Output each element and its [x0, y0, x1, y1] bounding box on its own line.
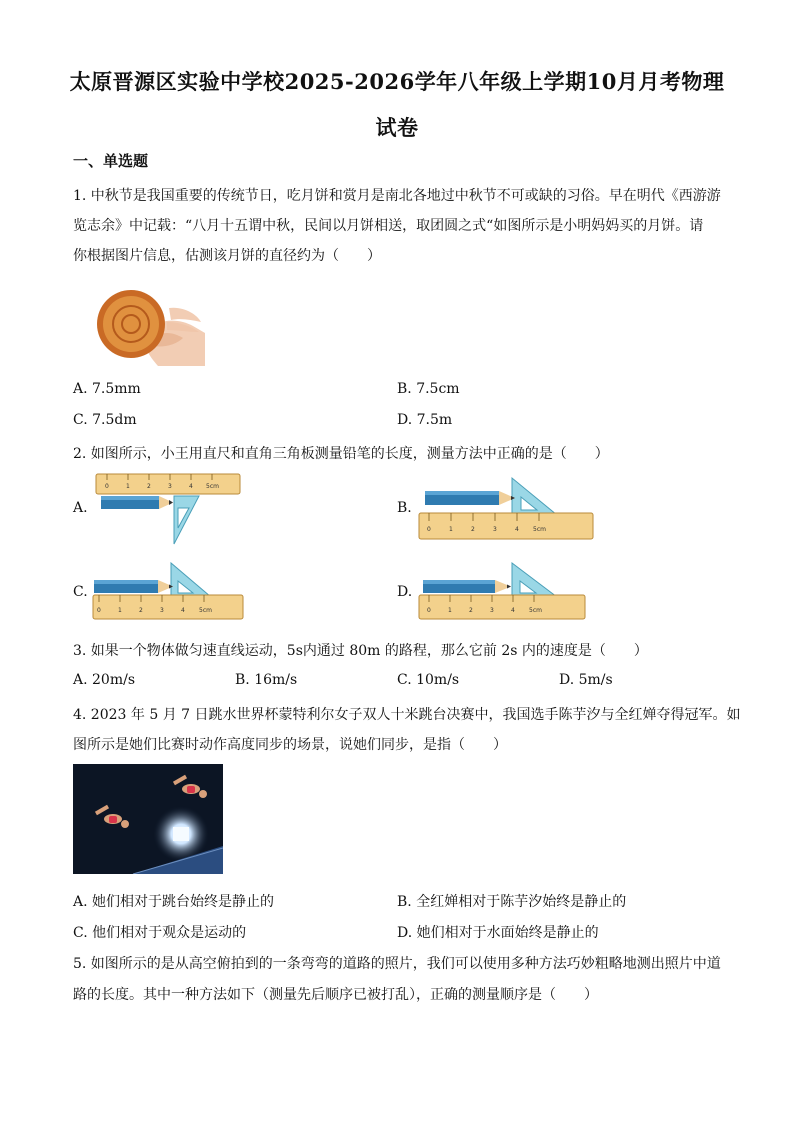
ruler-a-label-0: 0 [105, 483, 109, 490]
q2-figure-a [93, 470, 245, 546]
q5-line1: 5. 如图所示的是从高空俯拍到的一条弯弯的道路的照片，我们可以使用多种方法巧妙粗略地测出照片中道 [73, 956, 721, 972]
ruler-d-label-3: 3 [490, 607, 494, 614]
q3-option-a[interactable]: A. 20m/s [73, 672, 136, 688]
ruler-a-label-5: 5cm [206, 483, 219, 490]
q2-figure-c [91, 560, 247, 622]
ruler-a-label-3: 3 [168, 483, 172, 490]
diving-photo [73, 764, 223, 874]
q2-line: 2. 如图所示，小王用直尺和直角三角板测量铅笔的长度，测量方法中正确的是（ ） [73, 446, 609, 462]
ruler-c-label-0: 0 [97, 607, 101, 614]
q1-option-d[interactable]: D. 7.5m [397, 412, 453, 428]
ruler-d-label-4: 4 [511, 607, 515, 614]
ruler-d-label-0: 0 [427, 607, 431, 614]
q3-line: 3. 如果一个物体做匀速直线运动，5s内通过 80m 的路程，那么它前 2s 内的速度是（ ） [73, 643, 648, 659]
q3-option-b[interactable]: B. 16m/s [235, 672, 298, 688]
q2-option-d[interactable]: D. [397, 584, 413, 600]
q1-line1: 1. 中秋节是我国重要的传统节日，吃月饼和赏月是南北各地过中秋节不可或缺的习俗。早在明代《西游游 [73, 188, 721, 204]
q4-option-a[interactable]: A. 她们相对于跳台始终是静止的 [73, 894, 275, 910]
q2-option-b[interactable]: B. [397, 500, 412, 516]
q4-option-d[interactable]: D. 她们相对于水面始终是静止的 [397, 925, 599, 941]
mooncake-photo [73, 278, 205, 366]
section-heading: 一、单选题 [73, 152, 149, 170]
q2-figure-d [417, 560, 589, 622]
ruler-b-label-4: 4 [515, 526, 519, 533]
ruler-b-label-2: 2 [471, 526, 475, 533]
q3-option-c[interactable]: C. 10m/s [397, 672, 460, 688]
ruler-a-label-4: 4 [189, 483, 193, 490]
ruler-c-label-3: 3 [160, 607, 164, 614]
exam-title-line2: 试卷 [375, 115, 419, 140]
ruler-d-label-2: 2 [469, 607, 473, 614]
ruler-c-label-5: 5cm [199, 607, 212, 614]
q2-option-c[interactable]: C. [73, 584, 88, 600]
q1-line2: 览志余》中记载：“八月十五谓中秋，民间以月饼相送，取团圆之式“如图所示是小明妈妈买的月饼。请 [73, 218, 704, 234]
q1-option-b[interactable]: B. 7.5cm [397, 381, 460, 397]
q2-figure-b [417, 475, 595, 543]
ruler-a-label-1: 1 [126, 483, 130, 490]
ruler-b-label-0: 0 [427, 526, 431, 533]
q1-option-c[interactable]: C. 7.5dm [73, 412, 137, 428]
q3-option-d[interactable]: D. 5m/s [559, 672, 613, 688]
ruler-a-label-2: 2 [147, 483, 151, 490]
exam-title-line1: 太原晋源区实验中学校2025-2026学年八年级上学期10月月考物理 [69, 69, 725, 94]
q5-line2: 路的长度。其中一种方法如下（测量先后顺序已被打乱），正确的测量顺序是（ ） [73, 987, 598, 1003]
ruler-b-label-5: 5cm [533, 526, 546, 533]
ruler-b-label-1: 1 [449, 526, 453, 533]
q1-option-a[interactable]: A. 7.5mm [73, 381, 141, 397]
ruler-c-label-1: 1 [118, 607, 122, 614]
ruler-d-label-5: 5cm [529, 607, 542, 614]
ruler-c-label-2: 2 [139, 607, 143, 614]
q4-line1: 4. 2023 年 5 月 7 日跳水世界杯蒙特利尔女子双人十米跳台决赛中，我国选手陈芋汐与全红婵夺得冠军。如 [73, 707, 741, 723]
ruler-b-label-3: 3 [493, 526, 497, 533]
ruler-d-label-1: 1 [448, 607, 452, 614]
q1-line3: 你根据图片信息，估测该月饼的直径约为（ ） [73, 248, 381, 264]
ruler-c-label-4: 4 [181, 607, 185, 614]
q4-option-b[interactable]: B. 全红婵相对于陈芋汐始终是静止的 [397, 894, 627, 910]
q4-option-c[interactable]: C. 他们相对于观众是运动的 [73, 925, 247, 941]
q2-option-a[interactable]: A. [73, 500, 88, 516]
q4-line2: 图所示是她们比赛时动作高度同步的场景，说她们同步，是指（ ） [73, 737, 507, 753]
